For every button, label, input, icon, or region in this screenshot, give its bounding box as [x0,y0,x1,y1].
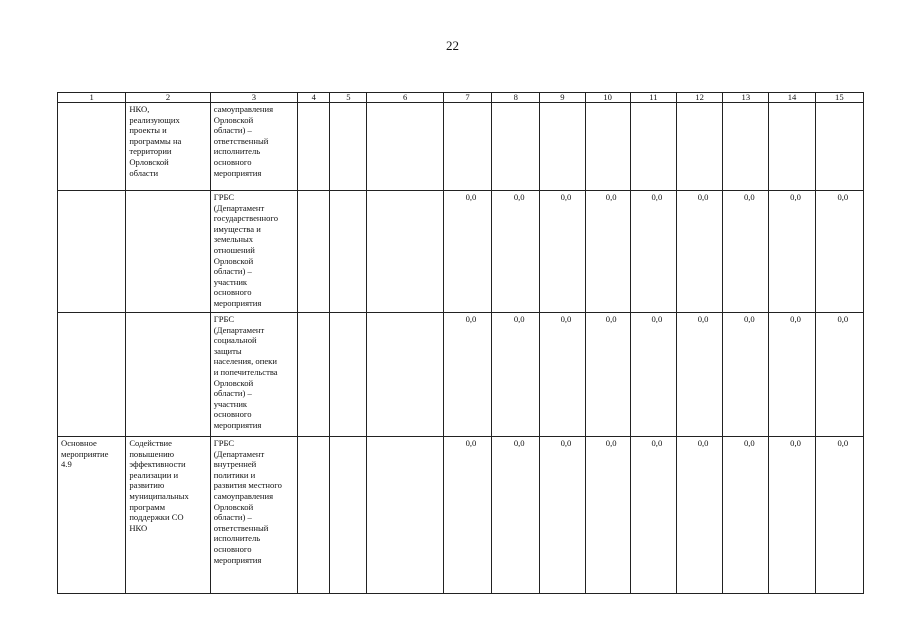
cell-value [540,103,585,191]
cell-value [723,103,769,191]
column-header: 9 [540,93,585,103]
column-header: 7 [443,93,491,103]
column-header: 15 [815,93,863,103]
cell-value: 0,0 [585,191,630,313]
cell-value [769,103,815,191]
cell-value: 0,0 [676,191,722,313]
column-header: 11 [630,93,676,103]
cell-value: 0,0 [585,437,630,594]
cell-value: 0,0 [676,437,722,594]
column-header: 14 [769,93,815,103]
cell-event-name: Содействие повышению эффективности реализации и развитию муниципальных программ поддержки СО НКО [126,437,210,594]
cell-value [815,103,863,191]
cell-value: 0,0 [630,191,676,313]
cell-event-code [58,313,126,437]
cell-event-code: Основное мероприятие 4.9 [58,437,126,594]
cell-value [443,103,491,191]
cell-value: 0,0 [769,313,815,437]
cell-event-code [58,103,126,191]
cell-value: 0,0 [492,437,540,594]
cell-value: 0,0 [443,313,491,437]
column-header: 5 [330,93,367,103]
cell-value [676,103,722,191]
cell-event-name [126,191,210,313]
table-row [58,313,864,437]
table-row [58,103,864,191]
cell-value: 0,0 [676,313,722,437]
cell-value: 0,0 [540,191,585,313]
cell-executor: ГРБС (Департамент социальной защиты населения, опеки и попечительства Орловской области) – участник основного мероприятия [210,313,297,437]
cell-value: 0,0 [585,313,630,437]
cell-value: 0,0 [443,191,491,313]
cell-value: 0,0 [815,191,863,313]
cell-value [585,103,630,191]
cell-event-name [126,313,210,437]
column-header: 8 [492,93,540,103]
cell-value: 0,0 [492,313,540,437]
table-row [58,437,864,594]
column-header: 3 [210,93,297,103]
table-row [58,191,864,313]
column-header: 13 [723,93,769,103]
column-header: 10 [585,93,630,103]
cell-event-code [58,191,126,313]
cell-value: 0,0 [492,191,540,313]
cell-value: 0,0 [540,437,585,594]
column-header: 6 [367,93,443,103]
cell-value: 0,0 [769,191,815,313]
cell-value: 0,0 [815,313,863,437]
cell-value: 0,0 [815,437,863,594]
cell-event-name: НКО, реализующих проекты и программы на территории Орловской области [126,103,210,191]
cell-value: 0,0 [540,313,585,437]
cell-value [630,103,676,191]
cell-executor: ГРБС (Департамент государственного имущества и земельных отношений Орловской области) – участник основного мероприятия [210,191,297,313]
cell-value: 0,0 [769,437,815,594]
cell-executor: самоуправления Орловской области) – ответственный исполнитель основного мероприятия [210,103,297,191]
cell-value: 0,0 [723,313,769,437]
cell-value: 0,0 [723,437,769,594]
budget-table [57,92,864,594]
header-row [58,93,864,103]
cell-value: 0,0 [443,437,491,594]
page-number: 22 [446,38,459,53]
column-header: 12 [676,93,722,103]
cell-executor: ГРБС (Департамент внутренней политики и развития местного самоуправления Орловской области) – ответственный исполнитель основного мероприятия [210,437,297,594]
cell-value [492,103,540,191]
cell-value: 0,0 [630,313,676,437]
column-header: 1 [58,93,126,103]
column-header: 2 [126,93,210,103]
cell-value: 0,0 [723,191,769,313]
column-header: 4 [298,93,330,103]
cell-value: 0,0 [630,437,676,594]
